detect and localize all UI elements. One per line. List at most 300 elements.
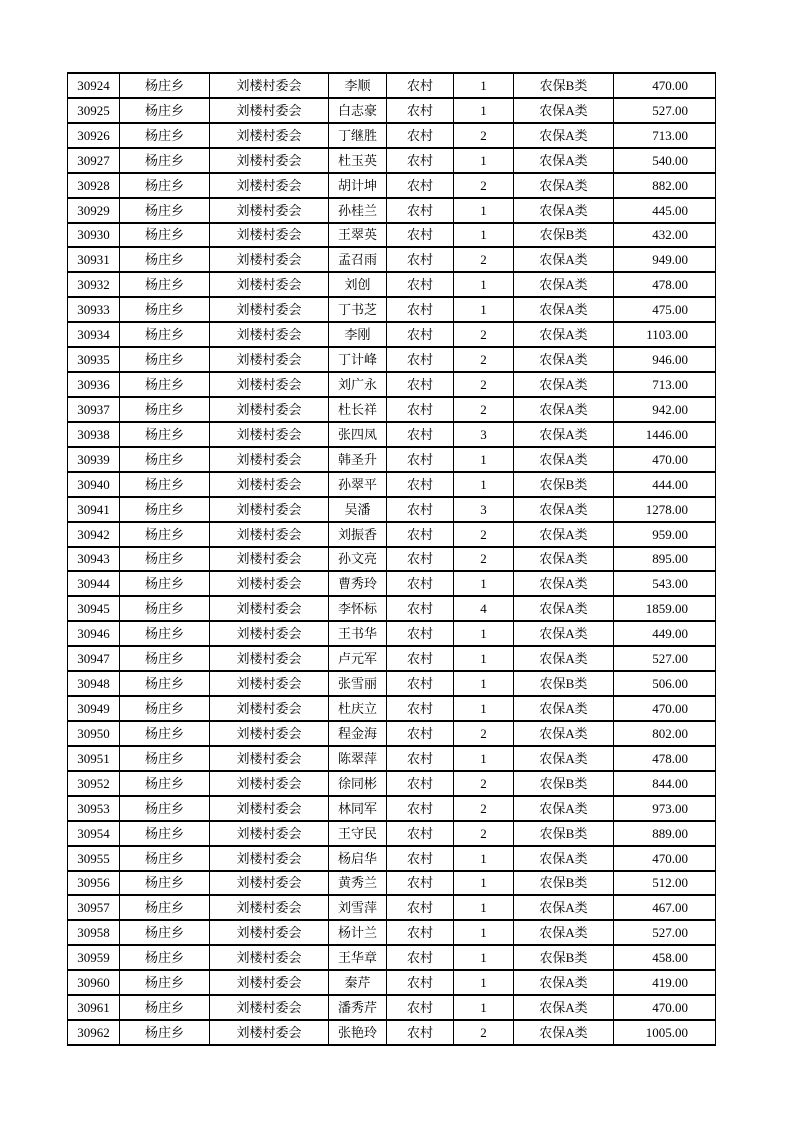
table-cell: 刘楼村委会 [210, 272, 329, 297]
table-cell: 刘楼村委会 [210, 322, 329, 347]
table-cell: 农保A类 [514, 746, 614, 771]
table-cell: 农保A类 [514, 920, 614, 945]
table-row [68, 223, 716, 248]
table-cell: 农村 [387, 895, 454, 920]
table-cell: 农村 [387, 372, 454, 397]
table-cell: 农村 [387, 671, 454, 696]
table-cell: 潘秀芹 [329, 995, 387, 1020]
table-cell: 30928 [68, 173, 120, 198]
table-cell: 2 [454, 522, 514, 547]
table-cell: 杨庄乡 [120, 945, 210, 970]
table-cell: 刘楼村委会 [210, 846, 329, 871]
table-cell: 470.00 [614, 696, 716, 721]
table-cell: 527.00 [614, 646, 716, 671]
table-row [68, 322, 716, 347]
table-cell: 丁计峰 [329, 347, 387, 372]
table-cell: 2 [454, 372, 514, 397]
table-cell: 农保A类 [514, 347, 614, 372]
table-cell: 30942 [68, 522, 120, 547]
table-cell: 农保A类 [514, 621, 614, 646]
table-cell: 杨庄乡 [120, 372, 210, 397]
table-cell: 1 [454, 746, 514, 771]
table-cell: 1 [454, 671, 514, 696]
table-row [68, 173, 716, 198]
table-cell: 农保A类 [514, 646, 614, 671]
table-row [68, 547, 716, 572]
table-row [68, 596, 716, 621]
table-cell: 30961 [68, 995, 120, 1020]
table-cell: 30958 [68, 920, 120, 945]
table-cell: 973.00 [614, 796, 716, 821]
table-cell: 2 [454, 721, 514, 746]
table-cell: 农村 [387, 995, 454, 1020]
table-cell: 农村 [387, 746, 454, 771]
table-cell: 农村 [387, 297, 454, 322]
table-cell: 882.00 [614, 173, 716, 198]
table-cell: 李刚 [329, 322, 387, 347]
table-row [68, 372, 716, 397]
table-cell: 吴潘 [329, 497, 387, 522]
table-row [68, 297, 716, 322]
table-cell: 刘楼村委会 [210, 970, 329, 995]
table-cell: 2 [454, 1020, 514, 1045]
table-cell: 农村 [387, 123, 454, 148]
table-cell: 农村 [387, 721, 454, 746]
table-cell: 农村 [387, 422, 454, 447]
table-cell: 30962 [68, 1020, 120, 1045]
table-cell: 张雪丽 [329, 671, 387, 696]
table-cell: 农村 [387, 198, 454, 223]
table-cell: 1 [454, 571, 514, 596]
table-cell: 30937 [68, 397, 120, 422]
table-cell: 农保A类 [514, 148, 614, 173]
table-cell: 农村 [387, 522, 454, 547]
table-cell: 2 [454, 771, 514, 796]
table-row [68, 522, 716, 547]
table-row [68, 571, 716, 596]
table-cell: 刘创 [329, 272, 387, 297]
table-cell: 30956 [68, 871, 120, 896]
table-row [68, 721, 716, 746]
table-cell: 1 [454, 621, 514, 646]
table-cell: 刘楼村委会 [210, 223, 329, 248]
table-cell: 1103.00 [614, 322, 716, 347]
table-cell: 467.00 [614, 895, 716, 920]
table-cell: 农保A类 [514, 322, 614, 347]
table-cell: 30959 [68, 945, 120, 970]
table-cell: 1446.00 [614, 422, 716, 447]
table-cell: 540.00 [614, 148, 716, 173]
table-cell: 1 [454, 696, 514, 721]
table-row [68, 696, 716, 721]
table-cell: 孟召雨 [329, 247, 387, 272]
table-cell: 杨庄乡 [120, 796, 210, 821]
table-cell: 农保A类 [514, 522, 614, 547]
table-cell: 2 [454, 821, 514, 846]
table-cell: 杨庄乡 [120, 272, 210, 297]
table-cell: 30947 [68, 646, 120, 671]
records-table [67, 72, 716, 1046]
table-cell: 杨庄乡 [120, 247, 210, 272]
table-cell: 农保A类 [514, 1020, 614, 1045]
table-cell: 2 [454, 547, 514, 572]
table-cell: 杨庄乡 [120, 970, 210, 995]
table-cell: 刘楼村委会 [210, 771, 329, 796]
table-cell: 杨庄乡 [120, 148, 210, 173]
table-cell: 刘楼村委会 [210, 646, 329, 671]
table-cell: 475.00 [614, 297, 716, 322]
table-cell: 432.00 [614, 223, 716, 248]
table-cell: 程金海 [329, 721, 387, 746]
table-cell: 农村 [387, 447, 454, 472]
table-cell: 刘楼村委会 [210, 347, 329, 372]
table-cell: 刘楼村委会 [210, 422, 329, 447]
table-cell: 农保A类 [514, 198, 614, 223]
table-cell: 杨庄乡 [120, 347, 210, 372]
table-cell: 农保A类 [514, 547, 614, 572]
table-cell: 农保A类 [514, 422, 614, 447]
table-cell: 农保B类 [514, 771, 614, 796]
table-cell: 农保A类 [514, 247, 614, 272]
table-cell: 刘楼村委会 [210, 895, 329, 920]
table-cell: 刘楼村委会 [210, 571, 329, 596]
table-cell: 李顺 [329, 73, 387, 98]
table-cell: 30939 [68, 447, 120, 472]
table-row [68, 272, 716, 297]
table-cell: 农村 [387, 796, 454, 821]
table-cell: 杨庄乡 [120, 223, 210, 248]
table-cell: 杨庄乡 [120, 920, 210, 945]
table-cell: 农村 [387, 247, 454, 272]
table-cell: 30933 [68, 297, 120, 322]
table-cell: 杨庄乡 [120, 472, 210, 497]
table-cell: 949.00 [614, 247, 716, 272]
table-cell: 1 [454, 472, 514, 497]
table-cell: 1 [454, 995, 514, 1020]
table-cell: 农保B类 [514, 945, 614, 970]
table-row [68, 945, 716, 970]
table-cell: 王翠英 [329, 223, 387, 248]
table-cell: 1 [454, 646, 514, 671]
table-cell: 30927 [68, 148, 120, 173]
table-row [68, 73, 716, 98]
table-row [68, 148, 716, 173]
table-cell: 杨庄乡 [120, 397, 210, 422]
table-cell: 1859.00 [614, 596, 716, 621]
table-cell: 刘楼村委会 [210, 497, 329, 522]
table-cell: 农村 [387, 397, 454, 422]
table-row [68, 98, 716, 123]
table-row [68, 995, 716, 1020]
table-row [68, 397, 716, 422]
table-cell: 杨庄乡 [120, 571, 210, 596]
table-cell: 刘雪萍 [329, 895, 387, 920]
table-cell: 杨庄乡 [120, 621, 210, 646]
table-cell: 刘楼村委会 [210, 522, 329, 547]
table-cell: 959.00 [614, 522, 716, 547]
table-cell: 农保A类 [514, 497, 614, 522]
table-cell: 孙桂兰 [329, 198, 387, 223]
records-tbody [68, 73, 716, 1045]
table-cell: 刘楼村委会 [210, 821, 329, 846]
table-cell: 杨庄乡 [120, 995, 210, 1020]
table-row [68, 447, 716, 472]
table-cell: 杨庄乡 [120, 547, 210, 572]
table-row [68, 846, 716, 871]
table-cell: 农保B类 [514, 871, 614, 896]
table-row [68, 746, 716, 771]
table-row [68, 422, 716, 447]
table-cell: 杨庄乡 [120, 73, 210, 98]
table-cell: 30957 [68, 895, 120, 920]
table-cell: 1 [454, 272, 514, 297]
table-cell: 韩圣升 [329, 447, 387, 472]
table-cell: 449.00 [614, 621, 716, 646]
table-cell: 30934 [68, 322, 120, 347]
table-cell: 黄秀兰 [329, 871, 387, 896]
table-cell: 30955 [68, 846, 120, 871]
table-cell: 杨庄乡 [120, 98, 210, 123]
table-cell: 478.00 [614, 746, 716, 771]
table-cell: 丁书芝 [329, 297, 387, 322]
table-cell: 农保A类 [514, 846, 614, 871]
table-cell: 刘楼村委会 [210, 696, 329, 721]
table-cell: 农保A类 [514, 123, 614, 148]
table-cell: 杨庄乡 [120, 696, 210, 721]
table-row [68, 871, 716, 896]
table-cell: 刘楼村委会 [210, 871, 329, 896]
table-cell: 1 [454, 223, 514, 248]
table-cell: 王守民 [329, 821, 387, 846]
table-cell: 农村 [387, 871, 454, 896]
table-cell: 713.00 [614, 123, 716, 148]
table-cell: 杨庄乡 [120, 895, 210, 920]
table-row [68, 771, 716, 796]
table-cell: 农保B类 [514, 472, 614, 497]
table-cell: 30926 [68, 123, 120, 148]
table-cell: 杨庄乡 [120, 173, 210, 198]
table-cell: 30943 [68, 547, 120, 572]
table-cell: 杨庄乡 [120, 771, 210, 796]
table-cell: 杨庄乡 [120, 497, 210, 522]
table-cell: 30953 [68, 796, 120, 821]
table-cell: 农村 [387, 846, 454, 871]
table-cell: 30925 [68, 98, 120, 123]
table-cell: 刘楼村委会 [210, 173, 329, 198]
table-cell: 农保A类 [514, 372, 614, 397]
table-cell: 刘楼村委会 [210, 123, 329, 148]
table-cell: 丁继胜 [329, 123, 387, 148]
table-row [68, 796, 716, 821]
table-cell: 刘楼村委会 [210, 995, 329, 1020]
table-cell: 秦芹 [329, 970, 387, 995]
table-row [68, 671, 716, 696]
table-cell: 孙文亮 [329, 547, 387, 572]
table-cell: 543.00 [614, 571, 716, 596]
table-cell: 农村 [387, 696, 454, 721]
table-cell: 30948 [68, 671, 120, 696]
table-cell: 1005.00 [614, 1020, 716, 1045]
table-cell: 1 [454, 945, 514, 970]
table-cell: 1 [454, 73, 514, 98]
table-cell: 刘楼村委会 [210, 746, 329, 771]
table-cell: 杨庄乡 [120, 297, 210, 322]
table-cell: 农村 [387, 98, 454, 123]
table-cell: 1 [454, 871, 514, 896]
table-cell: 农保A类 [514, 272, 614, 297]
table-cell: 农村 [387, 771, 454, 796]
table-cell: 白志豪 [329, 98, 387, 123]
table-cell: 杨庄乡 [120, 422, 210, 447]
table-row [68, 347, 716, 372]
table-cell: 农保A类 [514, 447, 614, 472]
table-cell: 孙翠平 [329, 472, 387, 497]
table-cell: 农保B类 [514, 223, 614, 248]
table-cell: 30940 [68, 472, 120, 497]
table-cell: 农保A类 [514, 721, 614, 746]
table-cell: 419.00 [614, 970, 716, 995]
table-cell: 1 [454, 447, 514, 472]
table-row [68, 123, 716, 148]
table-cell: 30949 [68, 696, 120, 721]
table-row [68, 646, 716, 671]
table-cell: 农保A类 [514, 297, 614, 322]
table-cell: 刘楼村委会 [210, 73, 329, 98]
table-row [68, 198, 716, 223]
table-cell: 张四凤 [329, 422, 387, 447]
table-cell: 478.00 [614, 272, 716, 297]
table-cell: 农村 [387, 547, 454, 572]
table-row [68, 821, 716, 846]
table-cell: 农村 [387, 73, 454, 98]
table-cell: 4 [454, 596, 514, 621]
table-cell: 杨庄乡 [120, 447, 210, 472]
table-cell: 杨庄乡 [120, 871, 210, 896]
table-cell: 1 [454, 148, 514, 173]
table-cell: 刘楼村委会 [210, 98, 329, 123]
table-cell: 844.00 [614, 771, 716, 796]
table-cell: 刘振香 [329, 522, 387, 547]
table-cell: 王华章 [329, 945, 387, 970]
table-cell: 刘楼村委会 [210, 297, 329, 322]
table-cell: 713.00 [614, 372, 716, 397]
table-cell: 刘楼村委会 [210, 472, 329, 497]
table-cell: 刘楼村委会 [210, 621, 329, 646]
table-cell: 802.00 [614, 721, 716, 746]
table-cell: 刘楼村委会 [210, 1020, 329, 1045]
table-row [68, 497, 716, 522]
table-cell: 陈翠萍 [329, 746, 387, 771]
table-cell: 杨庄乡 [120, 1020, 210, 1045]
table-cell: 30952 [68, 771, 120, 796]
table-cell: 农村 [387, 621, 454, 646]
table-cell: 农村 [387, 1020, 454, 1045]
table-cell: 农村 [387, 497, 454, 522]
table-cell: 农保A类 [514, 796, 614, 821]
table-cell: 30946 [68, 621, 120, 646]
table-cell: 30944 [68, 571, 120, 596]
table-cell: 30941 [68, 497, 120, 522]
table-cell: 2 [454, 397, 514, 422]
table-cell: 30950 [68, 721, 120, 746]
table-cell: 卢元军 [329, 646, 387, 671]
table-cell: 30936 [68, 372, 120, 397]
table-cell: 444.00 [614, 472, 716, 497]
table-cell: 942.00 [614, 397, 716, 422]
table-cell: 946.00 [614, 347, 716, 372]
table-cell: 2 [454, 247, 514, 272]
table-cell: 杜庆立 [329, 696, 387, 721]
table-cell: 农村 [387, 945, 454, 970]
table-row [68, 621, 716, 646]
table-cell: 李怀标 [329, 596, 387, 621]
table-cell: 杨庄乡 [120, 821, 210, 846]
table-cell: 895.00 [614, 547, 716, 572]
table-cell: 527.00 [614, 98, 716, 123]
table-cell: 农村 [387, 571, 454, 596]
table-cell: 农村 [387, 920, 454, 945]
table-row [68, 895, 716, 920]
table-cell: 农保A类 [514, 173, 614, 198]
table-cell: 农保B类 [514, 73, 614, 98]
table-cell: 农村 [387, 646, 454, 671]
table-cell: 30951 [68, 746, 120, 771]
table-cell: 30960 [68, 970, 120, 995]
table-cell: 刘楼村委会 [210, 671, 329, 696]
table-cell: 1278.00 [614, 497, 716, 522]
table-cell: 农保A类 [514, 397, 614, 422]
table-cell: 445.00 [614, 198, 716, 223]
table-cell: 889.00 [614, 821, 716, 846]
table-cell: 杨庄乡 [120, 198, 210, 223]
table-cell: 470.00 [614, 73, 716, 98]
table-cell: 杨庄乡 [120, 522, 210, 547]
table-cell: 30938 [68, 422, 120, 447]
table-row [68, 472, 716, 497]
table-cell: 527.00 [614, 920, 716, 945]
table-cell: 徐同彬 [329, 771, 387, 796]
table-cell: 30929 [68, 198, 120, 223]
table-cell: 农村 [387, 596, 454, 621]
table-cell: 杨庄乡 [120, 646, 210, 671]
table-cell: 农村 [387, 223, 454, 248]
table-cell: 农村 [387, 472, 454, 497]
table-cell: 刘楼村委会 [210, 148, 329, 173]
table-cell: 杨庄乡 [120, 671, 210, 696]
table-cell: 农保A类 [514, 696, 614, 721]
table-cell: 刘楼村委会 [210, 397, 329, 422]
table-cell: 2 [454, 796, 514, 821]
table-row [68, 247, 716, 272]
table-cell: 刘楼村委会 [210, 945, 329, 970]
table-cell: 30932 [68, 272, 120, 297]
table-cell: 刘楼村委会 [210, 920, 329, 945]
table-cell: 农保B类 [514, 671, 614, 696]
table-cell: 2 [454, 123, 514, 148]
table-cell: 杨庄乡 [120, 596, 210, 621]
table-cell: 曹秀玲 [329, 571, 387, 596]
table-cell: 农村 [387, 173, 454, 198]
table-cell: 杨庄乡 [120, 721, 210, 746]
table-cell: 杨计兰 [329, 920, 387, 945]
table-cell: 刘楼村委会 [210, 547, 329, 572]
table-cell: 农保A类 [514, 596, 614, 621]
table-cell: 470.00 [614, 995, 716, 1020]
table-cell: 杜玉英 [329, 148, 387, 173]
table-cell: 杨启华 [329, 846, 387, 871]
table-cell: 杨庄乡 [120, 322, 210, 347]
table-cell: 农村 [387, 821, 454, 846]
